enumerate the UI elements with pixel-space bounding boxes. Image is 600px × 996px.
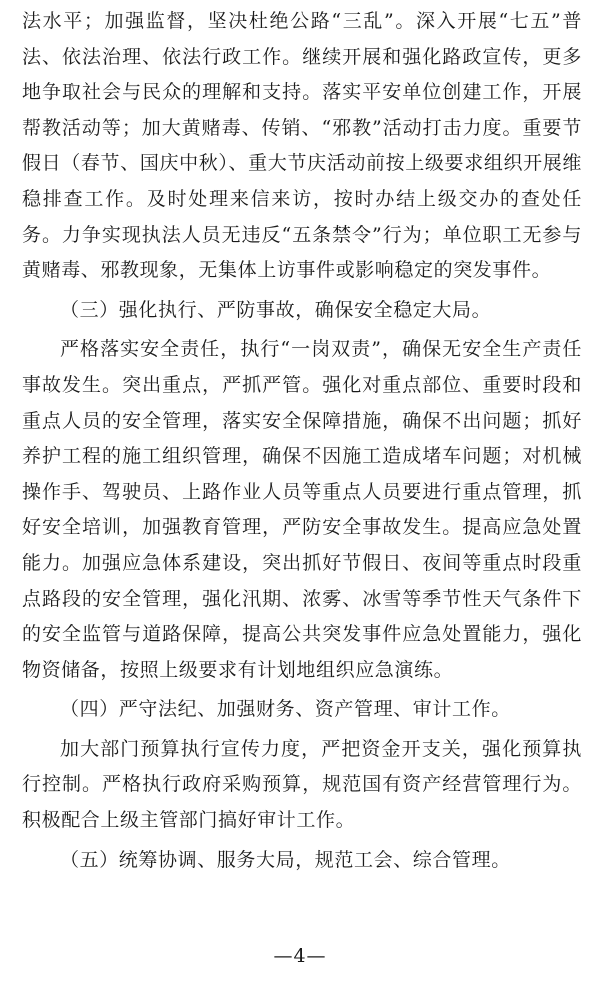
section-heading-4: （四）严守法纪、加强财务、资产管理、审计工作。: [60, 698, 511, 721]
paragraph-finance: 加大部门预算执行宣传力度，严把资金开支关，强化预算执行控制。严格执行政府采购预算，规范国有资产经营管理行为。积极配合上级主管部门搞好审计工作。: [22, 737, 582, 832]
paragraph-safety: 严格落实安全责任，执行“一岗双责”，确保无安全生产责任事故发生。突出重点，严抓严管。强化对重点部位、重要时段和重点人员的安全管理，落实安全保障措施，确保不出问题；抓好养护工程的施工组织管理，确保不因施工造成堵车问题；对机械操作手、驾驶员、上路作业人员等重点人员要进行重点管理，抓好安全培训，加强教育管理，严防安全事故发生。提高应急处置能力。加强应急体系建设，突出抓好节假日、夜间等重点时段重点路段的安全管理，强化汛期、浓雾、冰雪等季节性天气条件下的安全监管与道路保障，提高公共突发事件应急处置能力，强化物资储备，按照上级要求有计划地组织应急演练。: [22, 338, 582, 681]
page-number: —4—: [273, 945, 327, 967]
section-heading-5: （五）统筹协调、服务大局，规范工会、综合管理。: [60, 848, 511, 871]
document-body: [22, 4, 582, 878]
section-heading-3: （三）强化执行、严防事故，确保安全稳定大局。: [60, 298, 492, 321]
paragraph-continuation: 法水平；加强监督，坚决杜绝公路“三乱”。深入开展“七五”普法、依法治理、依法行政工作。继续开展和强化路政宣传，更多地争取社会与民众的理解和支持。落实平安单位创建工作，开展帮教活动等；加大黄赌毒、传销、“邪教”活动打击力度。重要节假日（春节、国庆中秋）、重大节庆活动前按上级要求组织开展维稳排查工作。及时处理来信来访，按时办结上级交办的查处任务。力争实现执法人员无违反“五条禁令”行为；单位职工无参与黄赌毒、邪教现象，无集体上访事件或影响稳定的突发事件。: [22, 10, 582, 282]
